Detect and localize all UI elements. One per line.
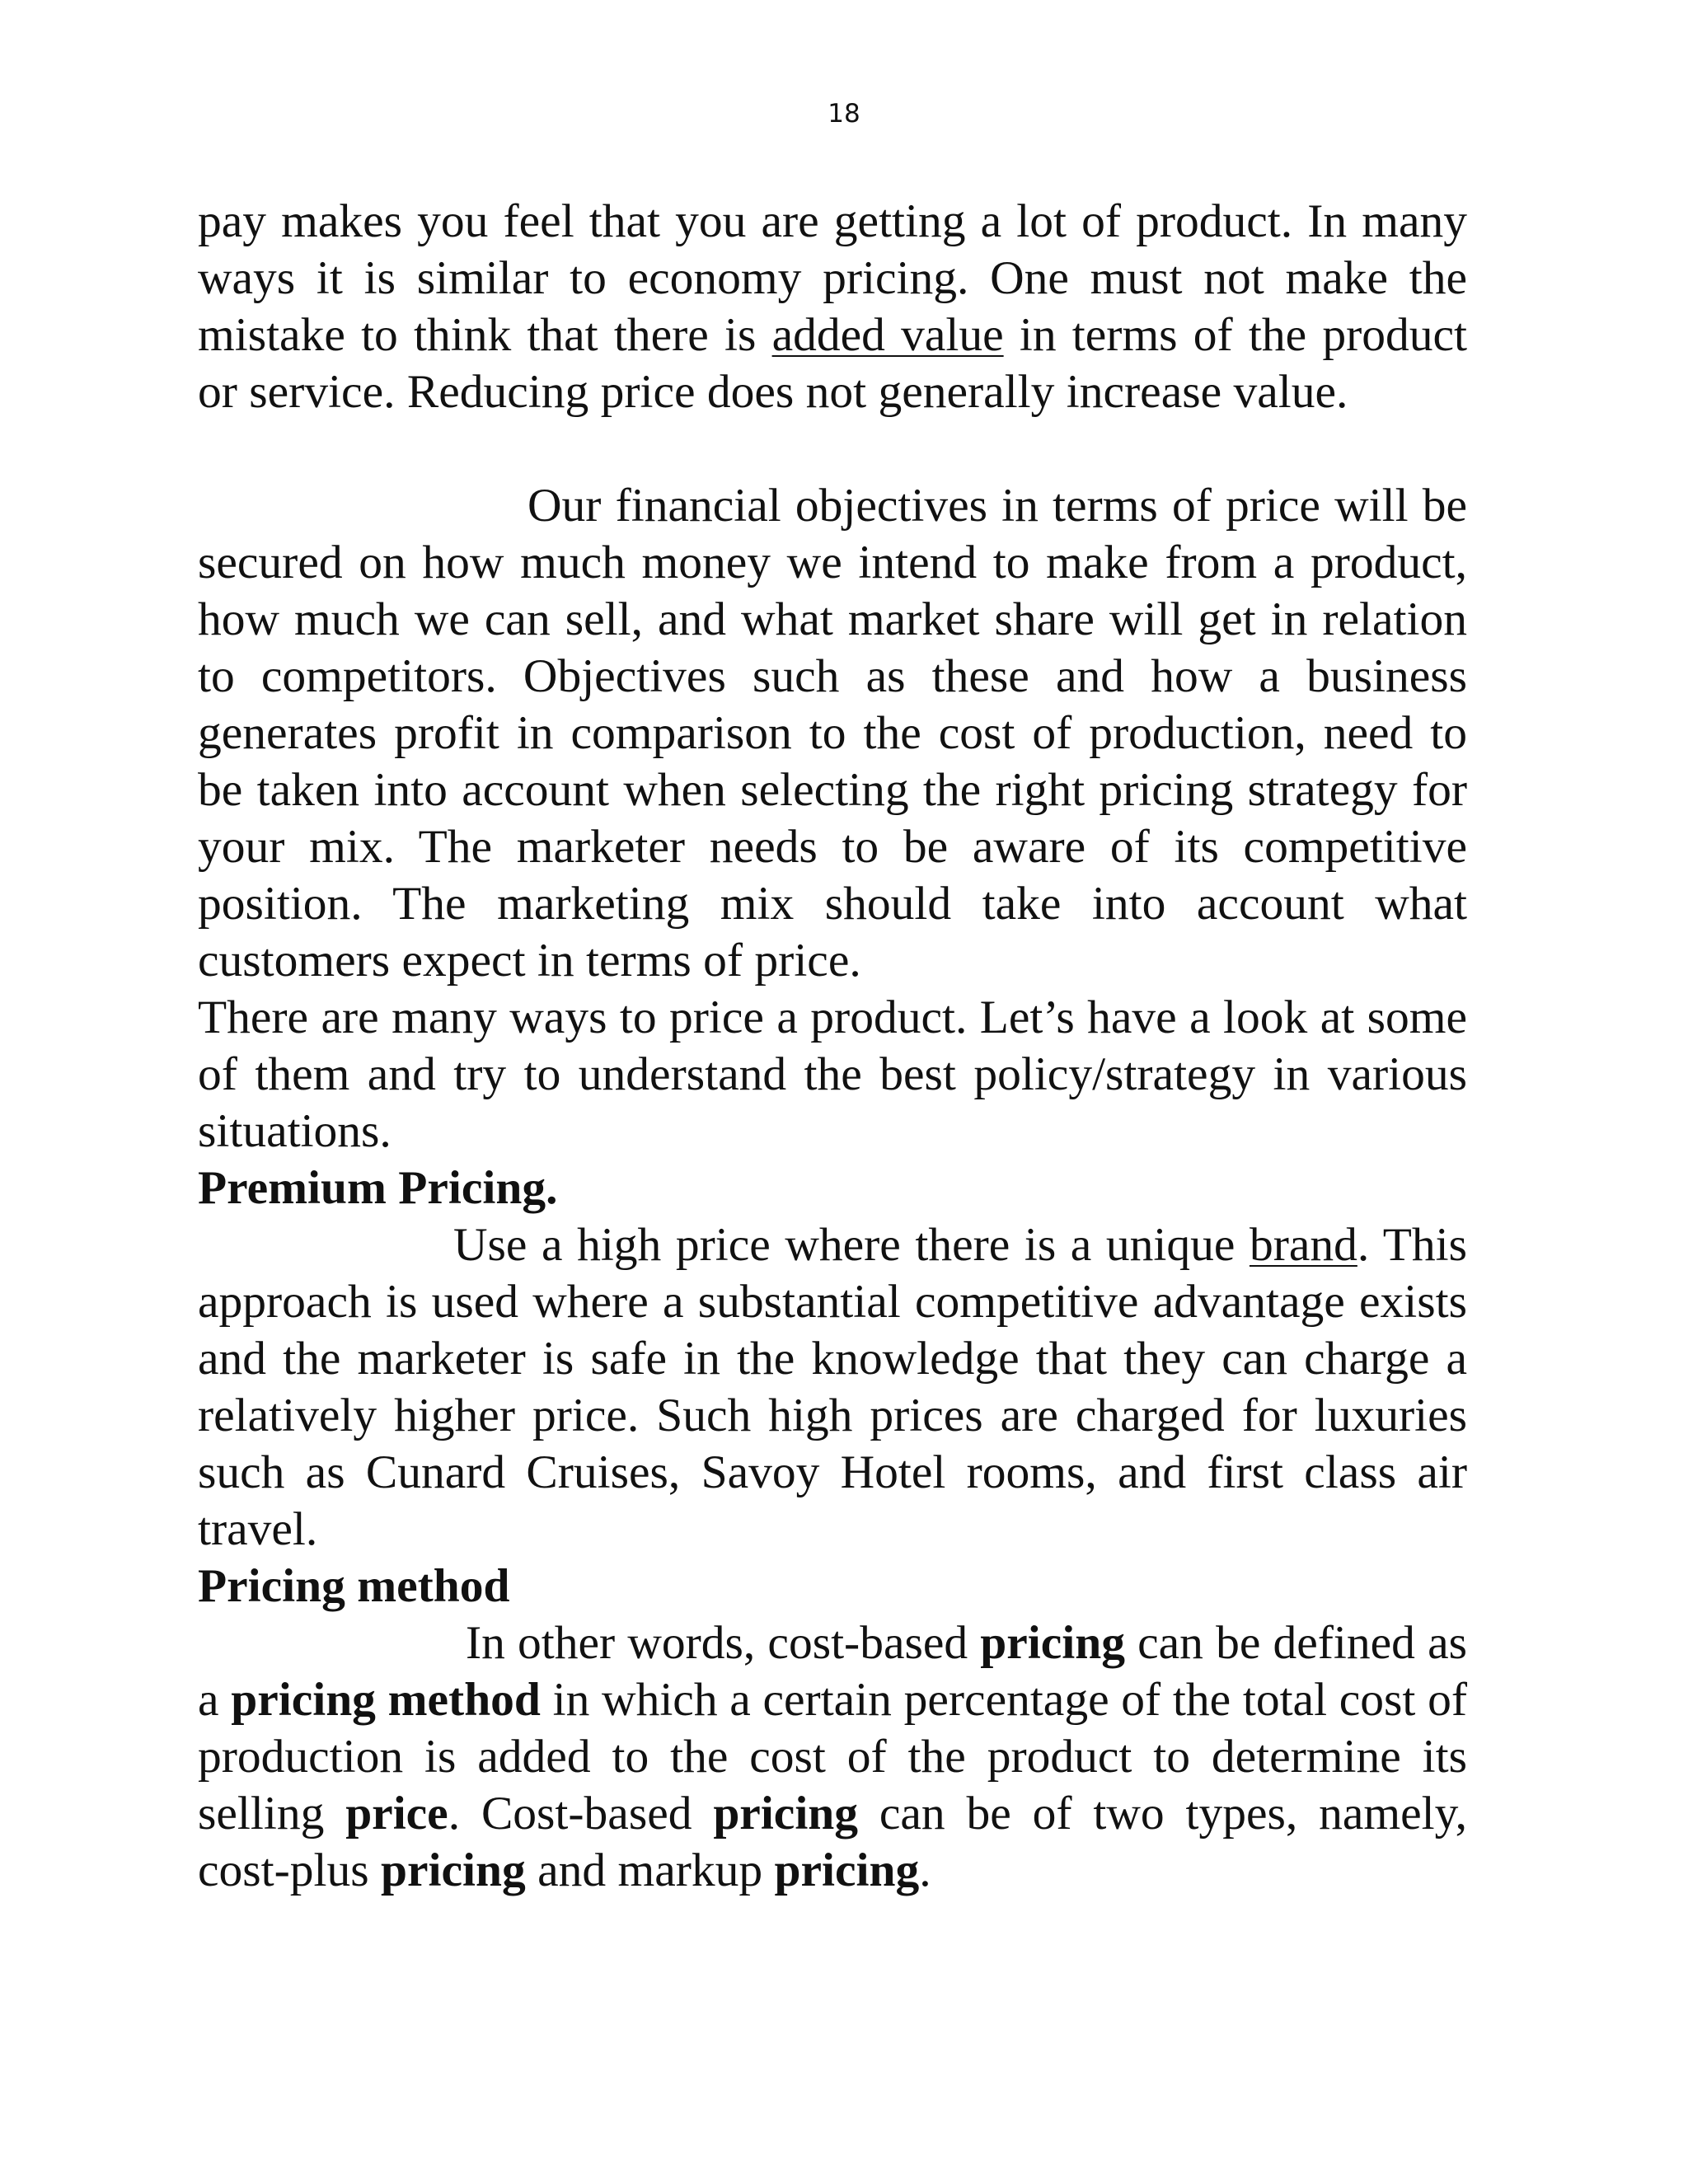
method-text-2: can be defined as a [198,1617,1467,1726]
page-number: 18 [828,99,860,129]
paragraph-financial-objectives: Our financial objectives in terms of price will be secured on how much money we intend to make from a product, how much we can sell, and what market share will get in relation to competitors. Objectives such as these and how a business generates profit in comparison to the cost of production, need to be taken into account when selecting the right pricing strategy for your mix. The marketer needs to be aware of its competitive position. The marketing mix should take into account what customers expect in terms of price. [198,480,1467,987]
premium-text-1: Use a high price where there is a unique [453,1219,1250,1271]
method-text-5: can be of two types, namely, cost-plus [198,1788,1467,1896]
page-body [198,193,1467,1899]
heading-premium-pricing: Premium Pricing. [198,1162,558,1214]
heading-pricing-method: Pricing method [198,1560,510,1612]
added-value-link[interactable]: added value [771,309,1004,361]
method-text-6: and markup [525,1844,775,1896]
paragraph-intro-text-2: in terms of the product or service. Reducing price does not generally increase value. [198,309,1468,418]
paragraph-ways-to-price: There are many ways to price a product. Let’s have a look at some of them and try to understand the best policy/strategy in various situations. [198,991,1467,1157]
method-bold-4: pricing [713,1788,859,1840]
method-bold-2: pricing method [231,1674,541,1726]
method-text-1: In other words, cost-based [466,1617,981,1669]
method-bold-5: pricing [381,1844,526,1896]
method-bold-3: price [345,1788,448,1840]
paragraph-pricing-method [198,1615,1467,1899]
method-text-3: in which a certain percentage of the total cost of production is added to the cost of the product to determine its selling [198,1674,1467,1840]
method-text-4: . Cost-based [448,1788,714,1840]
paragraph-premium-pricing [198,1216,1467,1558]
brand-link[interactable]: brand [1249,1219,1357,1271]
method-bold-6: pricing [774,1844,920,1896]
method-text-7: . [919,1844,931,1896]
premium-text-2: . This approach is used where a substantial competitive advantage exists and the marketer is safe in the knowledge that they can charge a relatively higher price. Such high prices are charged for luxuries such as Cunard Cruises, Savoy Hotel rooms, and first class air travel. [198,1219,1468,1555]
paragraph-intro [198,193,1467,420]
paragraph-spacer [198,420,1467,477]
method-bold-1: pricing [980,1617,1125,1669]
paragraph-intro-text-1: pay makes you feel that you are getting a lot of product. In many ways it is similar to economy pricing. One must not make the mistake to think that there is [198,195,1467,361]
